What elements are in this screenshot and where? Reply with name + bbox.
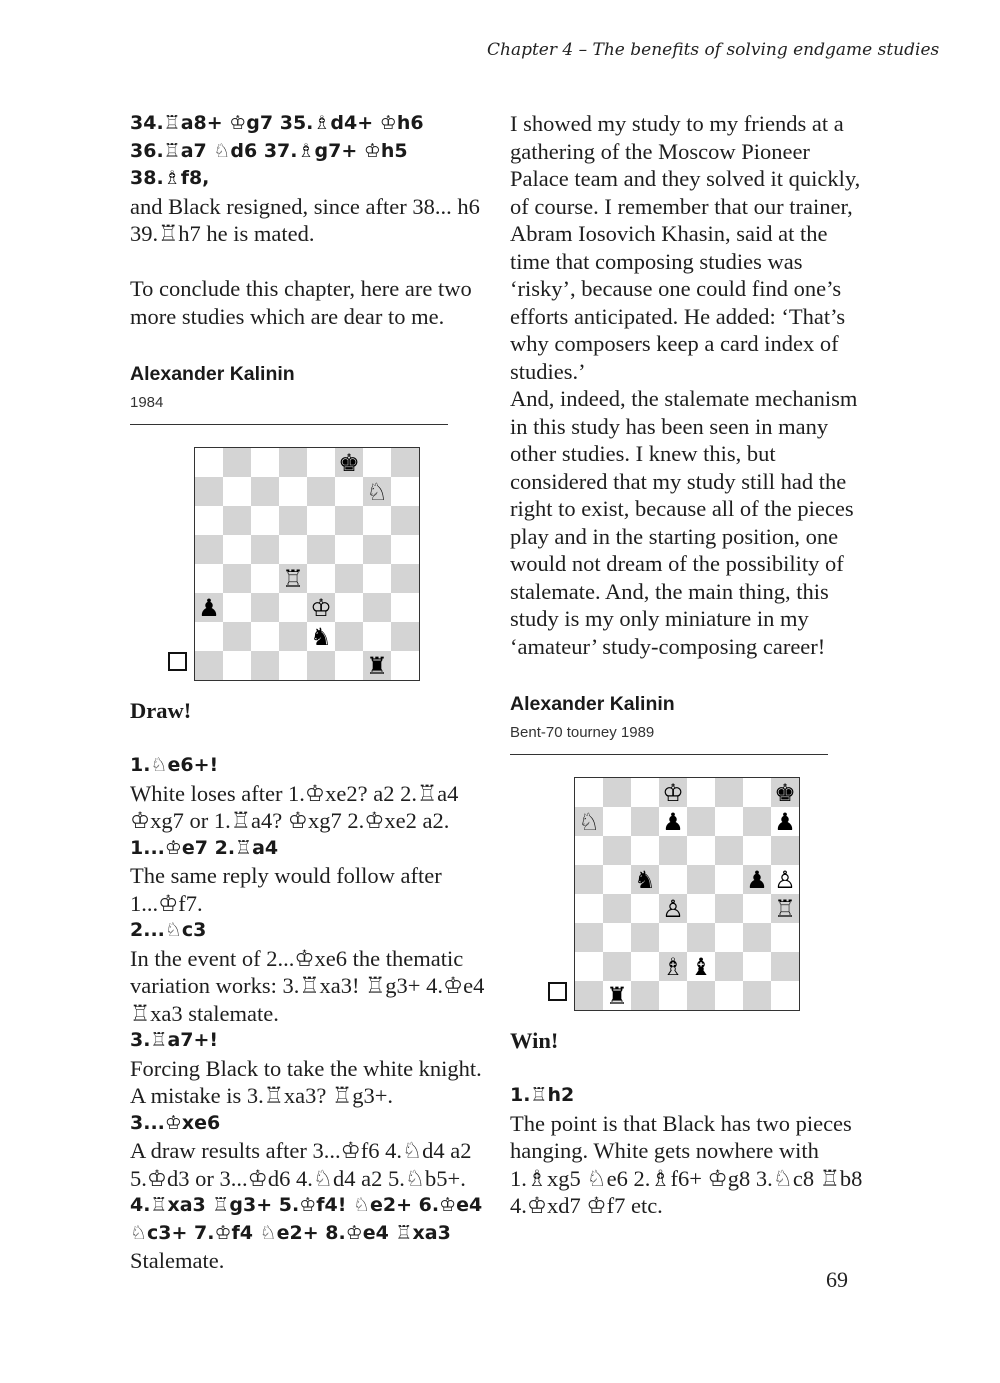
study1-source: 1984 [130,392,448,425]
board-square [715,894,743,923]
study1-solution [130,752,490,1275]
left-column [130,110,490,1275]
board-square [575,952,603,981]
board-square [279,535,307,564]
board-square [631,981,659,1010]
board-square [715,923,743,952]
chess-piece: ♚ [771,778,799,807]
chess-piece: ♜ [603,981,631,1010]
solution-comment: In the event of 2...♔xe6 the thematic variation works: 3.♖xa3! ♖g3+ 4.♔e4 ♖xa3 stalemate. [130,945,485,1026]
solution-comment: A draw results after 3...♔f6 4.♘d4 a2 5.♔d3 or 3...♔d6 4.♘d4 a2 5.♘b5+. [130,1138,472,1191]
study1-verdict: Draw! [130,698,192,723]
board-square [715,981,743,1010]
chess-piece: ♞ [307,622,335,651]
board-square [715,865,743,894]
board-square [659,865,687,894]
board-square [603,952,631,981]
chess-piece: ♖ [771,894,799,923]
intro-text: and Black resigned, since after 38... h6 39.♖h7 he is mated. [130,193,480,246]
chess-piece: ♞ [631,865,659,894]
chess-piece: ♚ [335,448,363,477]
board-square [335,651,363,680]
intro-moves: 34.♖a8+ ♔g7 35.♗d4+ ♔h6 36.♖a7 ♘d6 37.♗g7+ ♔h5 38.♗f8, [130,112,424,189]
board-square [279,651,307,680]
board-square [687,836,715,865]
board-square [391,535,419,564]
board-square [307,477,335,506]
board-square [743,894,771,923]
board-square [223,622,251,651]
board-square [603,778,631,807]
board-square [743,778,771,807]
board-square [603,865,631,894]
board-square [363,506,391,535]
board-square [575,981,603,1010]
board-square [687,807,715,836]
board-square [659,836,687,865]
running-header: Chapter 4 – The benefits of solving endgame studies [487,40,940,60]
study2-board [574,777,800,1011]
chess-piece: ♗ [659,952,687,981]
board-square [335,506,363,535]
chess-piece: ♟ [743,865,771,894]
board-square [687,981,715,1010]
board-square [687,865,715,894]
chess-piece: ♟ [771,807,799,836]
board-square [603,836,631,865]
board-square [363,593,391,622]
board-square [307,535,335,564]
white-to-move-icon [548,982,567,1001]
solution-moves: 1...♔e7 2.♖a4 [130,836,279,859]
board-square [743,923,771,952]
chess-piece: ♜ [363,651,391,680]
board-square [743,952,771,981]
board-square [363,448,391,477]
board-square [195,564,223,593]
solution-comment: White loses after 1.♔xe2? a2 2.♖a4 ♔xg7 or 1.♖a4? ♔xg7 2.♔xe2 a2. [130,780,459,833]
board-square [279,448,307,477]
board-square [251,448,279,477]
study1-diagram [130,425,490,680]
board-square [251,535,279,564]
board-square [603,923,631,952]
solution-moves: 1.♘e6+! [130,754,219,776]
solution-comment: The same reply would follow after 1...♔f7. [130,863,442,916]
chess-piece: ♖ [279,564,307,593]
study2-source: Bent-70 tourney 1989 [510,722,828,755]
board-square [363,535,391,564]
board-square [195,651,223,680]
board-square [687,894,715,923]
story-paragraph-1: I showed my study to my friends at a gathering of the Moscow Pioneer Palace team and they solved it quickly, of course. I remember that our trainer, Abram Iosovich Khasin, said at the time that composing studies was ‘risky’, because one could find one’s efforts anticipated. He added: ‘That’s why composers keep a card index of studies.’ [510,111,861,384]
board-square [195,535,223,564]
board-square [195,622,223,651]
chess-piece: ♟ [659,807,687,836]
board-square [743,981,771,1010]
board-square [631,952,659,981]
board-square [195,448,223,477]
board-square [391,622,419,651]
board-square [335,564,363,593]
board-square [575,778,603,807]
board-square [223,593,251,622]
board-square [391,506,419,535]
board-square [575,836,603,865]
chess-piece: ♘ [363,477,391,506]
white-to-move-icon [168,652,187,671]
board-square [223,506,251,535]
board-square [771,952,799,981]
board-square [391,651,419,680]
board-square [223,535,251,564]
board-square [771,981,799,1010]
board-square [575,894,603,923]
board-square [631,836,659,865]
board-square [251,477,279,506]
board-square [223,564,251,593]
board-square [631,923,659,952]
board-square [391,477,419,506]
board-square [715,836,743,865]
board-square [687,923,715,952]
page-number: 69 [826,1267,848,1292]
study1-board [194,447,420,681]
board-square [659,923,687,952]
study2-solution [510,1082,870,1220]
board-square [223,651,251,680]
board-square [251,593,279,622]
solution-moves: 1.♖h2 [510,1084,575,1106]
right-column [510,110,870,1220]
board-square [251,506,279,535]
board-square [631,807,659,836]
board-square [279,593,307,622]
study2-author: Alexander Kalinin [510,693,675,715]
board-square [743,836,771,865]
board-square [279,506,307,535]
solution-moves: 3.♖a7+! [130,1029,219,1051]
board-square [687,778,715,807]
chess-piece: ♔ [659,778,687,807]
chess-piece: ♟ [195,593,223,622]
board-square [743,807,771,836]
board-square [715,778,743,807]
solution-moves: 2...♘c3 [130,919,207,941]
board-square [771,836,799,865]
chess-piece: ♘ [575,807,603,836]
board-square [363,622,391,651]
chess-piece: ♙ [771,865,799,894]
board-square [279,477,307,506]
board-square [363,564,391,593]
board-square [307,651,335,680]
board-square [631,778,659,807]
study2-verdict: Win! [510,1028,559,1053]
chess-piece: ♙ [659,894,687,923]
board-square [631,894,659,923]
board-square [195,477,223,506]
solution-comment: Stalemate. [130,1248,225,1273]
board-square [251,651,279,680]
board-square [195,506,223,535]
story-paragraph-2: And, indeed, the stalemate mechanism in this study has been seen in many other studies. I knew this, but considered that my study still had the right to exist, because all of the pieces play and in the starting position, one would not dream of the possibility of stalemate. And, the main thing, this study is my only miniature in my ‘amateur’ study-composing career! [510,386,858,659]
chess-piece: ♝ [687,952,715,981]
board-square [307,564,335,593]
board-square [251,564,279,593]
chess-piece: ♔ [307,593,335,622]
board-square [251,622,279,651]
board-square [279,622,307,651]
board-square [391,448,419,477]
solution-comment: Forcing Black to take the white knight. A mistake is 3.♖xa3? ♖g3+. [130,1055,482,1108]
board-square [603,807,631,836]
board-square [659,981,687,1010]
board-square [223,477,251,506]
board-square [771,923,799,952]
board-square [575,865,603,894]
solution-moves: 3...♔xe6 [130,1111,221,1134]
study2-diagram [510,755,870,1010]
board-square [715,807,743,836]
board-square [335,622,363,651]
board-square [391,564,419,593]
board-square [603,894,631,923]
board-square [715,952,743,981]
conclude-text: To conclude this chapter, here are two more studies which are dear to me. [130,276,472,329]
board-square [307,506,335,535]
board-square [575,923,603,952]
board-square [223,448,251,477]
board-square [335,477,363,506]
study1-author: Alexander Kalinin [130,363,295,385]
board-square [335,535,363,564]
board-square [335,593,363,622]
board-square [391,593,419,622]
board-square [307,448,335,477]
solution-comment: The point is that Black has two pieces hanging. White gets nowhere with 1.♗xg5 ♘e6 2.♗f6+ ♔g8 3.♘c8 ♖b8 4.♔xd7 ♔f7 etc. [510,1110,863,1218]
solution-moves: 4.♖xa3 ♖g3+ 5.♔f4! ♘e2+ 6.♔e4 ♘c3+ 7.♔f4 ♘e2+ 8.♔e4 ♖xa3 [130,1194,483,1244]
